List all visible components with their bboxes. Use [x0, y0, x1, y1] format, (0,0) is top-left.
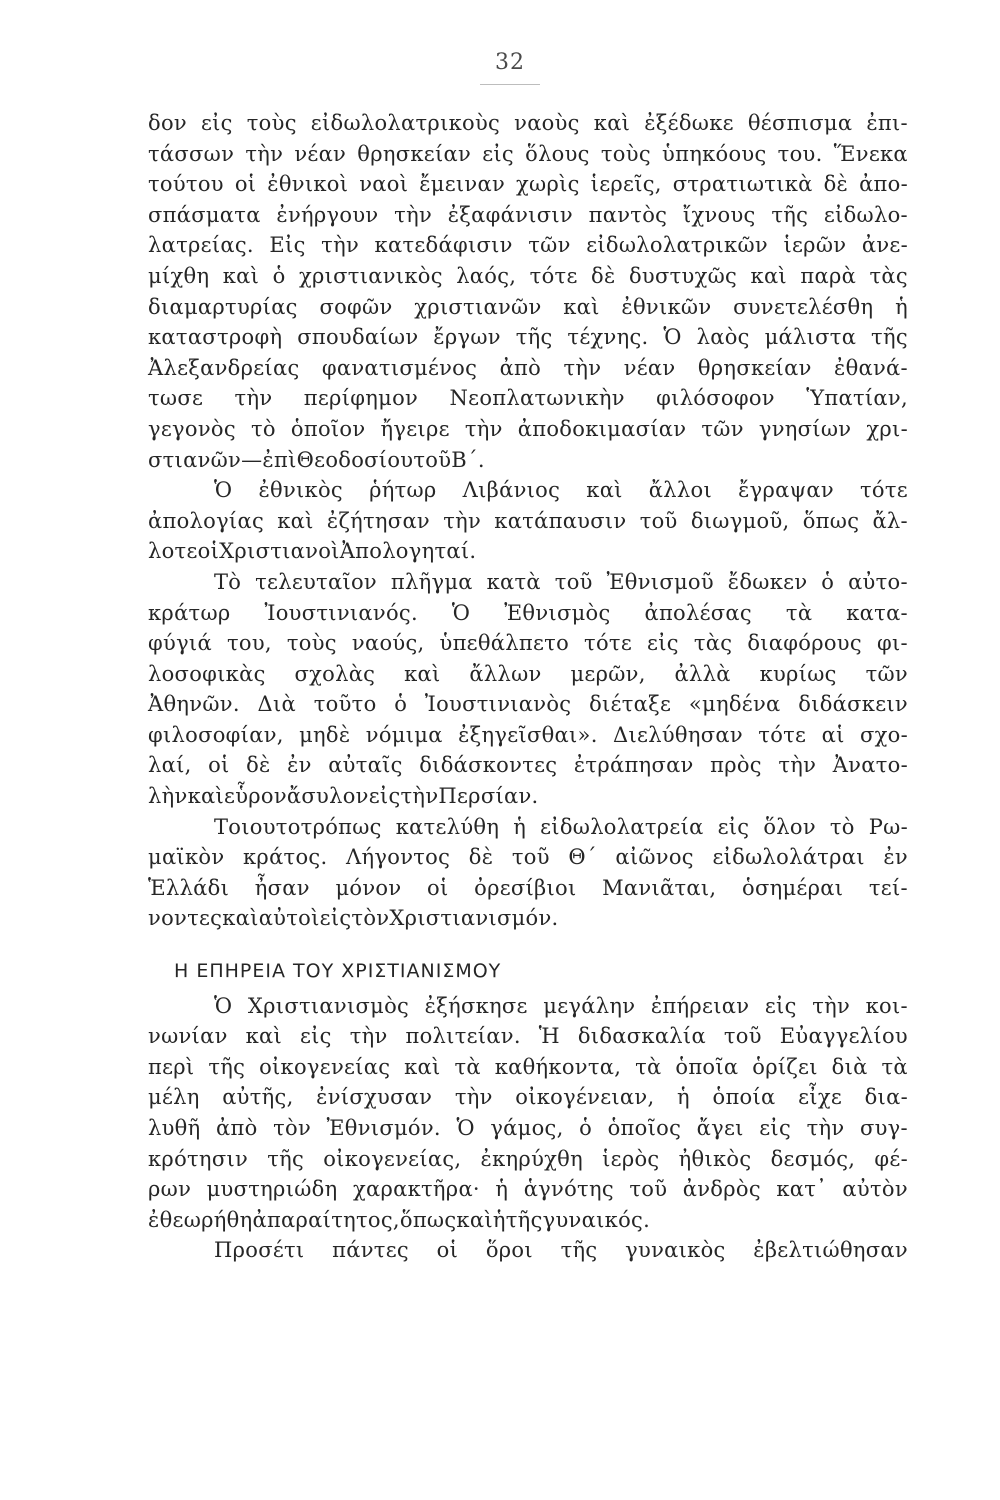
text-line: λυθῆ ἀπὸ τὸν Ἐθνισμόν. Ὁ γάμος, ὁ ὁποῖος ἄγει εἰς τὴν συγ- — [148, 1116, 908, 1140]
page-number-rule — [480, 84, 540, 85]
text-line: σπάσματα ἐνήργουν τὴν ἐξαφάνισιν παντὸς ἴχνους τῆς εἰδωλο- — [148, 202, 908, 227]
text-line: στιανῶν—ἐπὶ Θεοδοσίου τοῦ Β΄. — [148, 447, 485, 472]
text-line: τάσσων τὴν νέαν θρησκείαν εἰς ὅλους τοὺς ὑπηκόους του. Ἕνεκα — [148, 141, 908, 166]
text-line: καταστροφὴ σπουδαίων ἔργων τῆς τέχνης. Ὁ λαὸς μάλιστα τῆς — [148, 325, 908, 350]
text-line: δον εἰς τοὺς εἰδωλολατρικοὺς ναοὺς καὶ ἐξέδωκε θέσπισμα ἐπι- — [148, 111, 908, 135]
text-line: Ἀθηνῶν. Διὰ τοῦτο ὁ Ἰουστινιανὸς διέταξε «μηδένα διδάσκειν — [148, 692, 908, 717]
text-line: Ἑλλάδι ἦσαν μόνον οἱ ὀρεσίβιοι Μανιᾶται, ὁσημέραι τεί- — [148, 875, 908, 900]
text-line: φύγιά του, τοὺς ναούς, ὑπεθάλπετο τότε εἰς τὰς διαφόρους φι- — [148, 631, 908, 656]
text-line: λαί, οἱ δὲ ἐν αὐταῖς διδάσκοντες ἐτράπησαν πρὸς τὴν Ἀνατο- — [148, 753, 908, 778]
text-line: κρότησιν τῆς οἰκογενείας, ἐκηρύχθη ἱερὸς ἠθικὸς δεσμός, φέ- — [148, 1146, 908, 1171]
text-line: ρων μυστηριώδη χαρακτῆρα· ἡ ἁγνότης τοῦ ἀνδρὸς κατ᾽ αὐτὸν — [148, 1177, 908, 1202]
paragraph — [148, 567, 908, 812]
section-heading: Η ΕΠΗΡΕΙΑ ΤΟΥ ΧΡΙΣΤΙΑΝΙΣΜΟΥ — [174, 960, 502, 983]
text-line: τωσε τὴν περίφημον Νεοπλατωνικὴν φιλόσοφον Ὑπατίαν, — [148, 386, 908, 411]
paragraph — [148, 475, 908, 567]
body-text — [148, 108, 908, 1266]
paragraph — [148, 108, 908, 475]
text-line: ἀπολογίας καὶ ἐζήτησαν τὴν κατάπαυσιν τοῦ διωγμοῦ, ὅπως ἄλ- — [148, 508, 908, 533]
paragraph — [148, 812, 908, 934]
text-line: Ὁ ἐθνικὸς ῥήτωρ Λιβάνιος καὶ ἄλλοι ἔγραψαν τότε — [214, 478, 908, 503]
text-line: Τοιουτοτρόπως κατελύθη ἡ εἰδωλολατρεία εἰς ὅλον τὸ Ρω- — [214, 814, 908, 839]
text-line: Τὸ τελευταῖον πλῆγμα κατὰ τοῦ Ἐθνισμοῦ ἔδωκεν ὁ αὐτο- — [214, 569, 908, 594]
text-line: λοσοφικὰς σχολὰς καὶ ἄλλων μερῶν, ἀλλὰ κυρίως τῶν — [148, 661, 908, 686]
text-line: Προσέτι πάντες οἱ ὅροι τῆς γυναικὸς ἐβελτιώθησαν — [214, 1238, 908, 1263]
paragraphs-after-heading — [148, 991, 908, 1266]
text-line: λοτε οἱ Χριστιανοὶ Ἀπολογηταί. — [148, 539, 477, 564]
text-line: γεγονὸς τὸ ὁποῖον ἤγειρε τὴν ἀποδοκιμασίαν τῶν γνησίων χρι- — [148, 416, 908, 441]
text-line: φιλοσοφίαν, μηδὲ νόμιμα ἐξηγεῖσθαι». Διελύθησαν τότε αἱ σχο- — [148, 722, 908, 747]
text-line: κράτωρ Ἰουστινιανός. Ὁ Ἐθνισμὸς ἀπολέσας τὰ κατα- — [148, 600, 908, 625]
text-line: τούτου οἱ ἐθνικοὶ ναοὶ ἔμειναν χωρὶς ἱερεῖς, στρατιωτικὰ δὲ ἀπο- — [148, 172, 908, 197]
text-line: λατρείας. Εἰς τὴν κατεδάφισιν τῶν εἰδωλολατρικῶν ἱερῶν ἀνε- — [148, 233, 908, 258]
text-line: λὴν καὶ εὗρον ἄσυλον εἰς τὴν Περσίαν. — [148, 784, 539, 809]
text-line: διαμαρτυρίας σοφῶν χριστιανῶν καὶ ἐθνικῶν συνετελέσθη ἡ — [148, 294, 908, 319]
text-line: μίχθη καὶ ὁ χριστιανικὸς λαός, τότε δὲ δυστυχῶς καὶ παρὰ τὰς — [148, 263, 908, 288]
text-line: ἐθεωρήθη ἀπαραίτητος, ὅπως καὶ ἡ τῆς γυναικός. — [148, 1207, 651, 1232]
text-line: μαϊκὸν κράτος. Λήγοντος δὲ τοῦ Θ΄ αἰῶνος εἰδωλολάτραι ἐν — [148, 845, 908, 870]
paragraph — [148, 1235, 908, 1266]
paragraphs-before-heading — [148, 108, 908, 934]
text-line: νοντες καὶ αὐτοὶ εἰς τὸν Χριστιανισμόν. — [148, 906, 559, 931]
text-line: Ἀλεξανδρείας φανατισμένος ἀπὸ τὴν νέαν θρησκείαν ἐθανά- — [148, 355, 908, 380]
text-line: νωνίαν καὶ εἰς τὴν πολιτείαν. Ἡ διδασκαλία τοῦ Εὐαγγελίου — [148, 1024, 908, 1049]
text-line: Ὁ Χριστιανισμὸς ἐξήσκησε μεγάλην ἐπήρειαν εἰς τὴν κοι- — [214, 993, 908, 1018]
text-line: μέλη αὐτῆς, ἐνίσχυσαν τὴν οἰκογένειαν, ἡ ὁποία εἶχε δια- — [148, 1085, 908, 1110]
paragraph — [148, 991, 908, 1236]
page-number: 32 — [495, 50, 525, 75]
text-line: περὶ τῆς οἰκογενείας καὶ τὰ καθήκοντα, τὰ ὁποῖα ὁρίζει διὰ τὰ — [148, 1054, 908, 1079]
